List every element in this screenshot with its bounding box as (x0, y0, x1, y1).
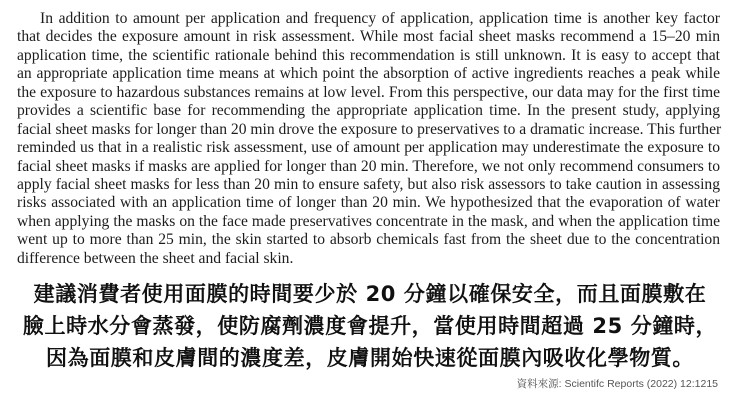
source-citation: 資料來源: Scientifc Reports (2022) 12:1215 (516, 378, 718, 390)
paragraph-line: the exposure to hazardous substances remains at low level. From this perspective, our data may for the first time (17, 83, 720, 101)
paragraph-line: an appropriate application time means at which point the absorption of active ingredients reaches a peak while (17, 65, 720, 83)
paragraph-line: In addition to amount per application and frequency of application, application time is another key factor (40, 10, 720, 27)
paragraph-line: facial sheet masks if masks are applied for longer than 20 min. Therefore, we not only recommend consumers to (17, 157, 720, 175)
summary-line: 建議消費者使用面膜的時間要少於 20 分鐘以確保安全，而且面膜敷在 (33, 282, 707, 306)
paragraph-line: application time, the scientific rationale behind this recommendation is still unknown. It is easy to accept that (17, 46, 720, 64)
paragraph-line: risks associated with an application time of longer than 20 min. We hypothesized that the evaporation of water (17, 194, 720, 212)
paragraph-line: went up to more than 25 min, the skin started to absorb chemicals fast from the sheet due to the concentration (17, 231, 720, 249)
paragraph-line: difference between the sheet and facial skin. (17, 249, 294, 267)
paragraph-line: apply facial sheet masks for less than 20 min to ensure safety, but also risk assessors to take caution in assessing (17, 175, 720, 193)
paragraph-line: when applying the masks on the face made preservatives concentrate in the mask, and when the application time (17, 212, 720, 230)
paragraph-line: provides a scientific base for recommending the appropriate application time. In the present study, applying (17, 102, 720, 120)
summary-line: 臉上時水分會蒸發，使防腐劑濃度會提升，當使用時間超過 25 分鐘時， (22, 314, 718, 338)
english-paragraph (17, 10, 720, 268)
paragraph-line: reminded us that in a realistic risk assessment, use of amount per application may underestimate the exposure to (17, 139, 720, 157)
paragraph-line: that decides the exposure amount in risk assessment. While most facial sheet masks recommend a 15–20 min (17, 28, 720, 46)
paragraph-line: facial sheet masks for longer than 20 min drove the exposure to preservatives to a dramatic increase. This further (17, 120, 722, 138)
summary-line: 因為面膜和皮膚間的濃度差，皮膚開始快速從面膜內吸收化學物質。 (46, 346, 694, 370)
chinese-summary (0, 278, 740, 374)
